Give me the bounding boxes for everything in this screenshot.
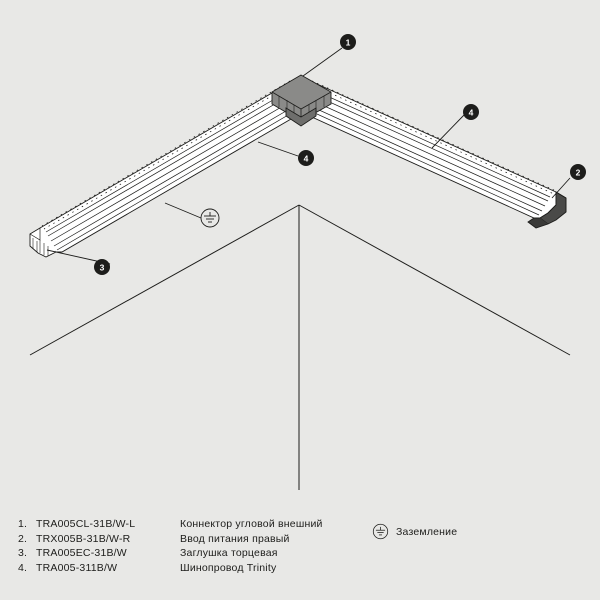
legend-row-code: TRX005B-31B/W-R (36, 532, 131, 545)
legend-table (18, 518, 400, 576)
busbar-right-segment (292, 79, 566, 228)
ground-legend-label: Заземление (396, 525, 458, 538)
ceiling-corner-lines (30, 205, 570, 490)
legend-row (18, 547, 400, 562)
callout-4a-label: 4 (303, 153, 309, 164)
legend-row-number: 1. (18, 518, 28, 530)
ground-legend-entry (372, 523, 457, 540)
legend-row-number: 3. (18, 547, 28, 559)
callout-1-label: 1 (345, 37, 351, 48)
callout-3[interactable] (94, 259, 110, 275)
busbar-left-segment (30, 79, 310, 257)
earth-ground-icon (372, 523, 389, 540)
legend-row-description: Ввод питания правый (180, 532, 290, 545)
legend-row-description: Заглушка торцевая (180, 547, 278, 559)
legend-row-description: Коннектор угловой внешний (180, 518, 323, 530)
legend-row (18, 562, 400, 577)
callout-4a[interactable] (298, 150, 314, 166)
callout-2[interactable] (570, 164, 586, 180)
callout-1[interactable] (340, 34, 356, 50)
legend-row-number: 4. (18, 561, 28, 574)
legend-row (18, 533, 400, 548)
legend (18, 518, 582, 588)
callout-4b-label: 4 (468, 107, 474, 118)
legend-row-number: 2. (18, 532, 28, 545)
callout-3-label: 3 (99, 262, 105, 273)
earth-ground-symbol-diagram (165, 203, 219, 227)
legend-row-code: TRA005CL-31B/W-L (36, 518, 136, 530)
callout-4b[interactable] (463, 104, 479, 120)
legend-row-code: TRA005-311B/W (36, 561, 118, 574)
legend-row-code: TRA005EC-31B/W (36, 547, 127, 559)
legend-row-description: Шинопровод Trinity (180, 561, 277, 574)
legend-row (18, 518, 400, 533)
callout-2-label: 2 (575, 167, 581, 178)
